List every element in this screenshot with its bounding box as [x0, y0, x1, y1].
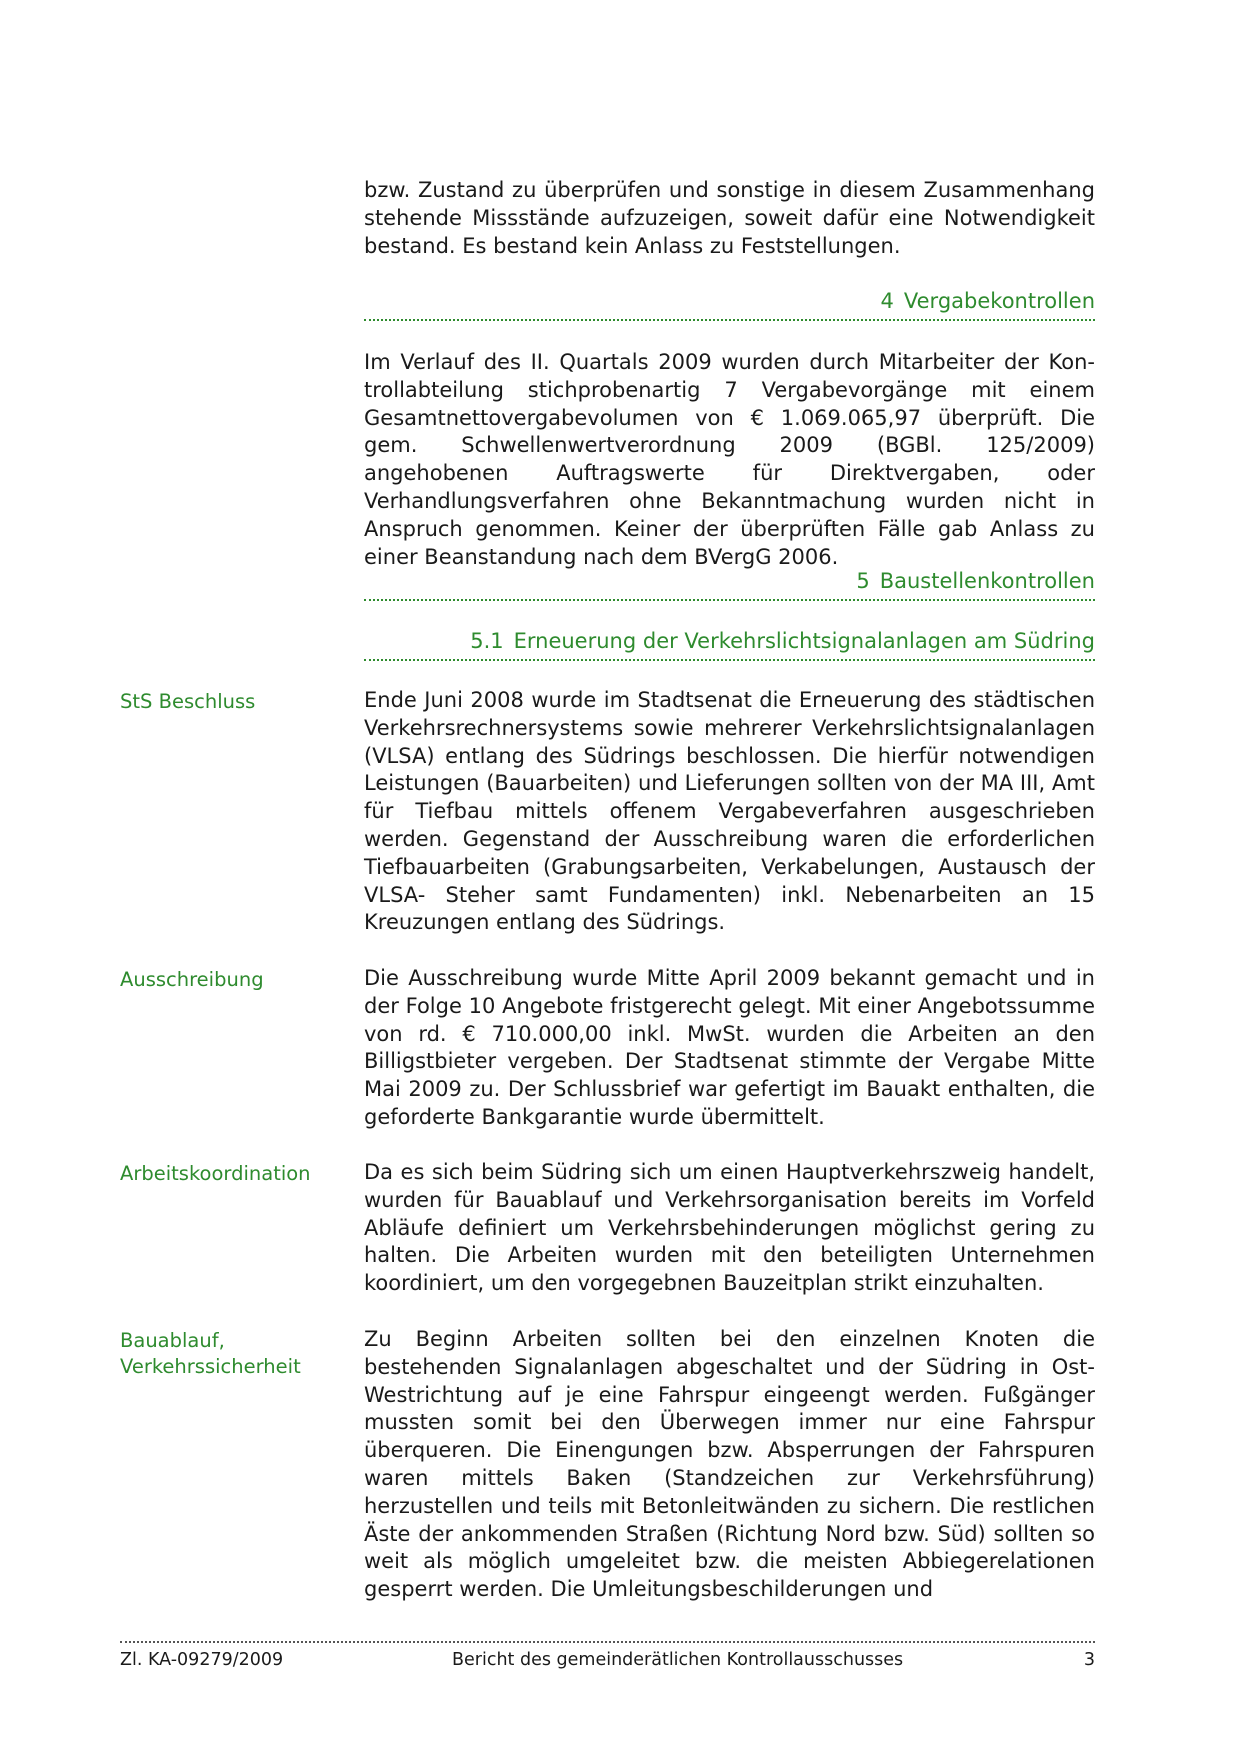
paragraph-sts-beschluss: Ende Juni 2008 wurde im Stadtsenat die Erneuerung des städtischen Verkehrsrechnersystems sowie mehrerer Verkehrslichtsignalanlagen (VLSA) entlang des Südrings beschlossen. Die hierfür notwendigen Leistungen (Bauarbeiten) und Lieferungen sollten von der MA III, Amt für Tiefbau mittels offenem Vergabeverfahren ausgeschrieben werden. Gegenstand der Ausschreibung waren die erforderlichen Tiefbauarbeiten (Grabungsarbeiten, Verkabelungen, Austausch der VLSA- Steher samt Fundamenten) inkl. Nebenarbeiten an 15 Kreuzungen entlang des Südrings.: [364, 688, 1095, 935]
section-5-number: 5: [856, 569, 870, 593]
section-5-title: Baustellenkontrollen: [879, 569, 1095, 593]
footer-divider: [120, 1641, 1095, 1643]
paragraph-ausschreibung: Die Ausschreibung wurde Mitte April 2009 bekannt gemacht und in der Folge 10 Angebote fristgerecht gelegt. Mit einer Angebotssumme von rd. € 710.000,00 inkl. MwSt. wurden die Arbeiten an den Billigstbieter vergeben. Der Stadtsenat stimmte der Vergabe Mitte Mai 2009 zu. Der Schlussbrief war gefertigt im Bauakt enthalten, die geforderte Bankgarantie wurde übermittelt.: [364, 966, 1095, 1129]
margin-label-ausschreibung: Ausschreibung: [120, 968, 264, 991]
section-4-number: 4: [880, 289, 894, 313]
paragraph-arbeitskoordination: Da es sich beim Südring sich um einen Hauptverkehrszweig handelt, wurden für Bauablauf und Verkehrsorganisation bereits im Vorfeld Abläufe definiert um Verkehrsbehinderungen möglichst gering zu halten. Die Arbeiten wurden mit den beteiligten Unternehmen koordiniert, um den vorgegebnen Bauzeitplan strikt einzuhalten.: [364, 1160, 1095, 1296]
section-4-title: Vergabekontrollen: [903, 289, 1095, 313]
section-5-1-title: Erneuerung der Verkehrslichtsignalanlagen am Südring: [513, 629, 1095, 653]
footer-page-number: 3: [1083, 1650, 1095, 1670]
footer-report-title: Bericht des gemeinderätlichen Kontrollausschusses: [452, 1650, 904, 1670]
section-5-1-heading: [364, 629, 1095, 661]
paragraph-bauablauf: Zu Beginn Arbeiten sollten bei den einzelnen Knoten die bestehenden Signalanlagen abgeschaltet und der Südring in Ost- Westrichtung auf je eine Fahrspur eingeengt werden. Fußgänger mussten somit bei den Überwegen immer nur eine Fahrspur überqueren. Die Einengungen bzw. Absperrungen der Fahrspuren waren mittels Baken (Standzeichen zur Verkehrsführung) herzustellen und teils mit Betonleitwänden zu sichern. Die restlichen Äste der ankommenden Straßen (Richtung Nord bzw. Süd) sollten so weit als möglich umgeleitet bzw. die meisten Abbiegerelationen gesperrt werden. Die Umleitungsbeschilderungen und: [364, 1327, 1095, 1602]
intro-paragraph: bzw. Zustand zu überprüfen und sonstige in diesem Zusammenhang stehende Missstände aufzuzeigen, soweit dafür eine Notwendigkeit bestand. Es bestand kein Anlass zu Feststellungen.: [364, 178, 1095, 258]
section-4-heading: [364, 289, 1095, 321]
section-4-paragraph: Im Verlauf des II. Quartals 2009 wurden durch Mitarbeiter der Kontrollabteilung stichprobenartig 7 Vergabevorgänge mit einem Gesamtnettovergabevolumen von € 1.069.065,97 überprüft. Die gem. Schwellenwertverordnung 2009 (BGBl. 125/2009) angehobenen Auftragswerte für Direktvergaben, oder Verhandlungsverfahren ohne Bekanntmachung wurden nicht in Anspruch genommen. Keiner der überprüften Fälle gab Anlass zu einer Beanstandung nach dem BVergG 2006.: [364, 350, 1095, 569]
margin-label-bauablauf: Bauablauf, Verkehrssicherheit: [120, 1329, 301, 1378]
margin-label-sts-beschluss: StS Beschluss: [120, 690, 256, 713]
section-5-heading: [364, 569, 1095, 601]
section-5-1-number: 5.1: [470, 629, 504, 653]
footer-file-number: Zl. KA-09279/2009: [120, 1650, 284, 1670]
margin-label-arbeitskoordination: Arbeitskoordination: [120, 1162, 311, 1185]
